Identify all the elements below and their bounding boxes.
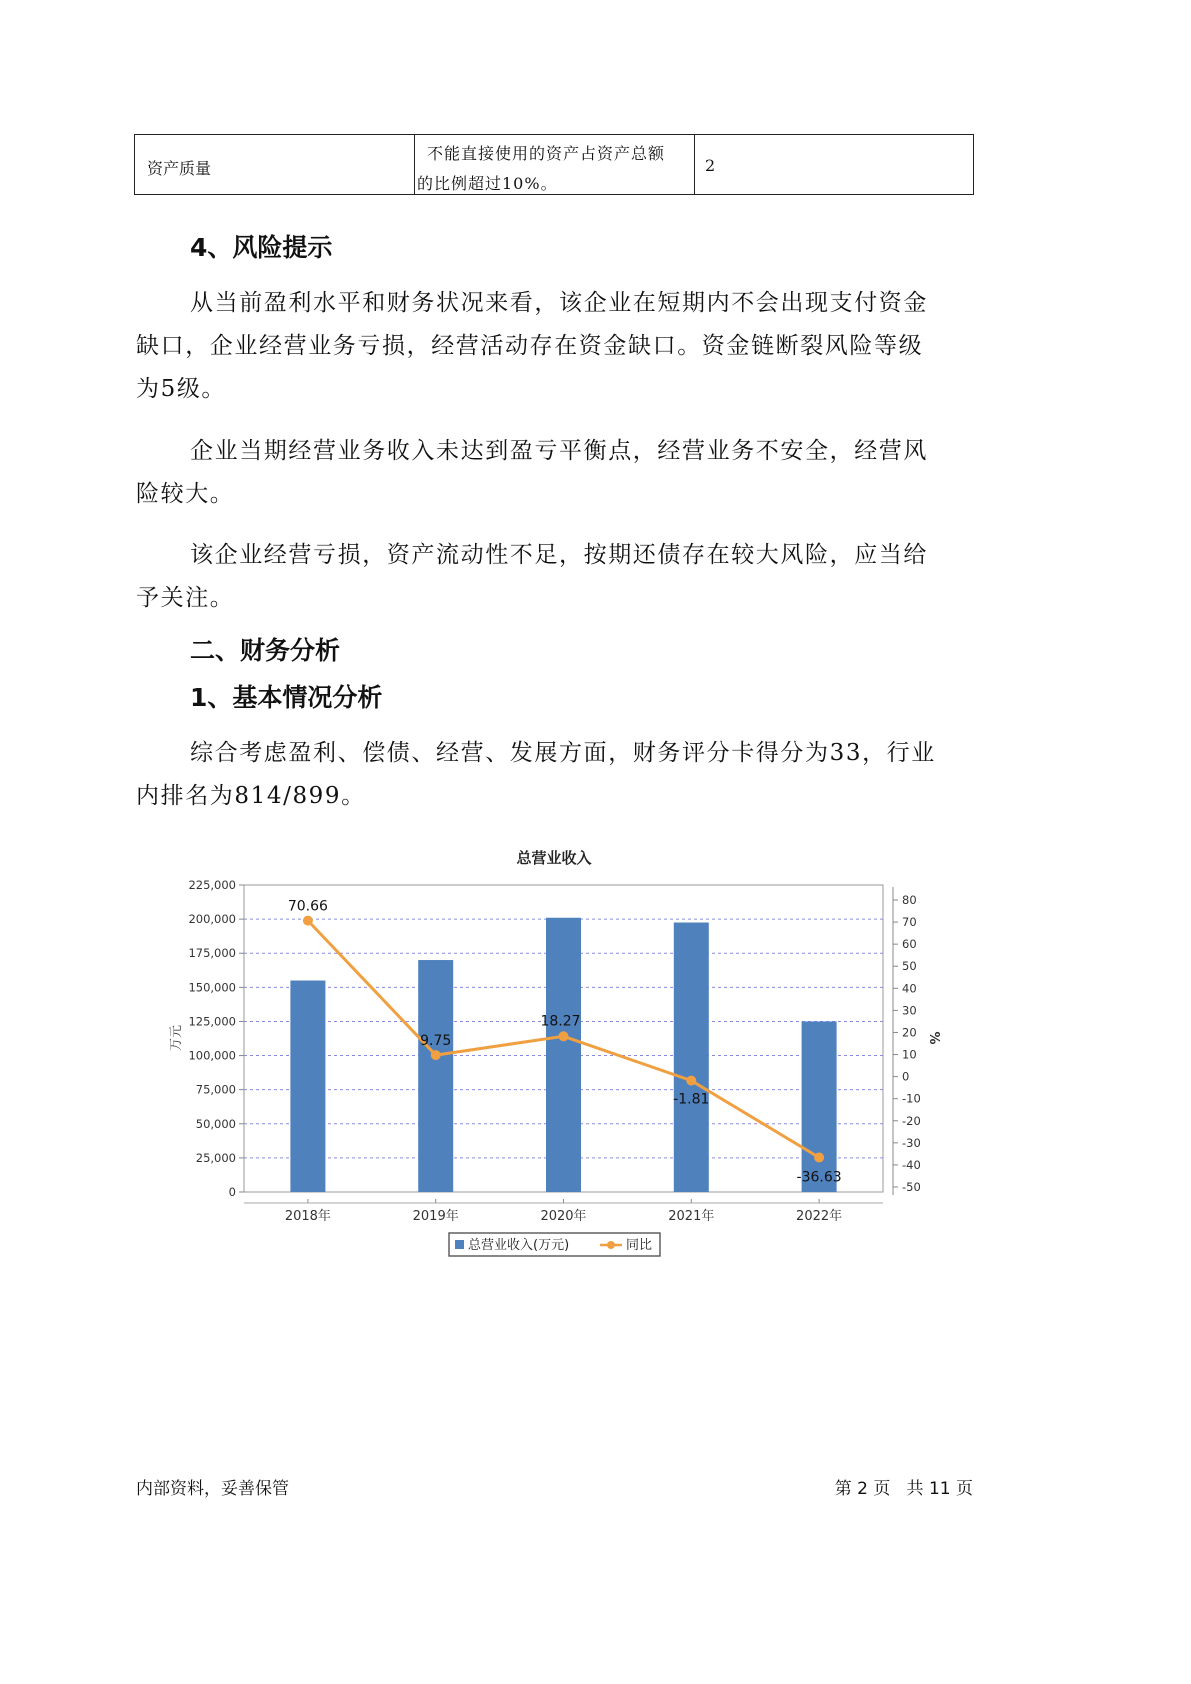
yoy-point [303, 916, 313, 926]
left-axis-tick-label: 75,000 [195, 1082, 236, 1097]
yoy-point [686, 1076, 696, 1086]
left-axis-tick-label: 25,000 [195, 1150, 236, 1165]
left-axis-tick-label: 0 [228, 1185, 236, 1199]
right-axis-tick-label: -30 [902, 1135, 921, 1150]
risk-paragraph-1-line-1: 从当前盈利水平和财务状况来看，该企业在短期内不会出现支付资金 [190, 290, 928, 316]
left-axis-tick-label: 125,000 [188, 1014, 236, 1029]
left-axis-tick-label: 200,000 [188, 912, 236, 927]
risk-paragraph-2-line-1: 企业当期经营业务收入未达到盈亏平衡点，经营业务不安全，经营风 [190, 438, 928, 464]
risk-heading: 4、风险提示 [190, 233, 333, 262]
revenue-bar [674, 923, 709, 1192]
right-axis-tick-label: 30 [902, 1003, 917, 1018]
x-axis [244, 1199, 883, 1224]
right-axis-tick-label: -20 [902, 1113, 921, 1128]
right-axis-tick-label: 80 [902, 893, 917, 907]
right-axis-tick-label: 10 [902, 1047, 917, 1062]
yoy-data-label: 9.75 [420, 1033, 452, 1050]
legend-bar-swatch [455, 1240, 464, 1249]
yoy-point [814, 1152, 824, 1162]
yoy-data-label: 70.66 [287, 898, 328, 915]
legend-line-label: 同比 [626, 1238, 653, 1253]
right-axis-tick-label: 0 [902, 1069, 910, 1084]
right-axis-tick-label: 20 [902, 1025, 917, 1040]
footer-page-number: 第 2 页 共 11 页 [834, 1479, 973, 1499]
revenue-bar [546, 918, 581, 1192]
right-axis-tick-label: -10 [902, 1091, 921, 1106]
right-axis-tick-label: -50 [902, 1180, 921, 1194]
footer-confidential: 内部资料，妥善保管 [136, 1479, 289, 1499]
yoy-point [431, 1050, 441, 1060]
risk-paragraph-1-line-2: 缺口，企业经营业务亏损，经营活动存在资金缺口。资金链断裂风险等级 [136, 333, 924, 359]
basic-analysis-heading: 1、基本情况分析 [190, 683, 383, 712]
risk-paragraph-1-line-3: 为5级。 [136, 376, 227, 402]
right-axis-tick-label: 50 [902, 959, 917, 974]
revenue-bar [802, 1021, 837, 1192]
legend-bar-label: 总营业收入(万元) [468, 1238, 570, 1253]
left-axis-tick-label: 100,000 [188, 1048, 236, 1063]
table-row-value: 2 [705, 156, 716, 175]
yoy-data-label: -36.63 [796, 1169, 842, 1186]
finance-heading: 二、财务分析 [190, 636, 341, 665]
finance-paragraph-line-1: 综合考虑盈利、偿债、经营、发展方面，财务评分卡得分为33，行业 [190, 740, 936, 766]
right-axis-label: % [926, 1031, 941, 1045]
right-axis-tick-label: -40 [902, 1157, 921, 1172]
yoy-data-label: -1.81 [673, 1091, 710, 1108]
revenue-bar [290, 981, 325, 1192]
left-axis [188, 878, 244, 1199]
left-axis-tick-label: 225,000 [188, 878, 236, 892]
x-axis-tick-label: 2022年 [796, 1209, 843, 1224]
revenue-bar [418, 960, 453, 1192]
table-row-description-line2: 的比例超过10%。 [417, 174, 558, 193]
left-axis-label: 万元 [169, 1024, 184, 1052]
risk-paragraph-2-line-2: 险较大。 [136, 481, 235, 507]
chart-title: 总营业收入 [516, 849, 592, 867]
right-axis-tick-label: 60 [902, 937, 917, 952]
x-axis-tick-label: 2021年 [668, 1209, 715, 1224]
yoy-data-label: 18.27 [540, 1013, 581, 1030]
left-axis-tick-label: 150,000 [188, 980, 236, 995]
right-axis-tick-label: 40 [902, 981, 917, 996]
x-axis-tick-label: 2020年 [540, 1209, 587, 1224]
risk-paragraph-3-line-2: 予关注。 [136, 585, 235, 611]
chart-legend [449, 1233, 660, 1256]
legend-line-marker [607, 1241, 615, 1249]
x-axis-tick-label: 2019年 [412, 1209, 459, 1224]
risk-paragraph-3-line-1: 该企业经营亏损，资产流动性不足，按期还债存在较大风险，应当给 [190, 542, 928, 568]
left-axis-tick-label: 175,000 [188, 946, 236, 961]
left-axis-tick-label: 50,000 [195, 1116, 236, 1131]
yoy-point [559, 1031, 569, 1041]
x-axis-tick-label: 2018年 [284, 1209, 331, 1224]
table-row-description-line1: 不能直接使用的资产占资产总额 [427, 144, 666, 163]
finance-paragraph-line-2: 内排名为814/899。 [136, 783, 366, 809]
right-axis-tick-label: 70 [902, 915, 917, 930]
right-axis [893, 887, 921, 1195]
table-row-label: 资产质量 [147, 159, 212, 178]
